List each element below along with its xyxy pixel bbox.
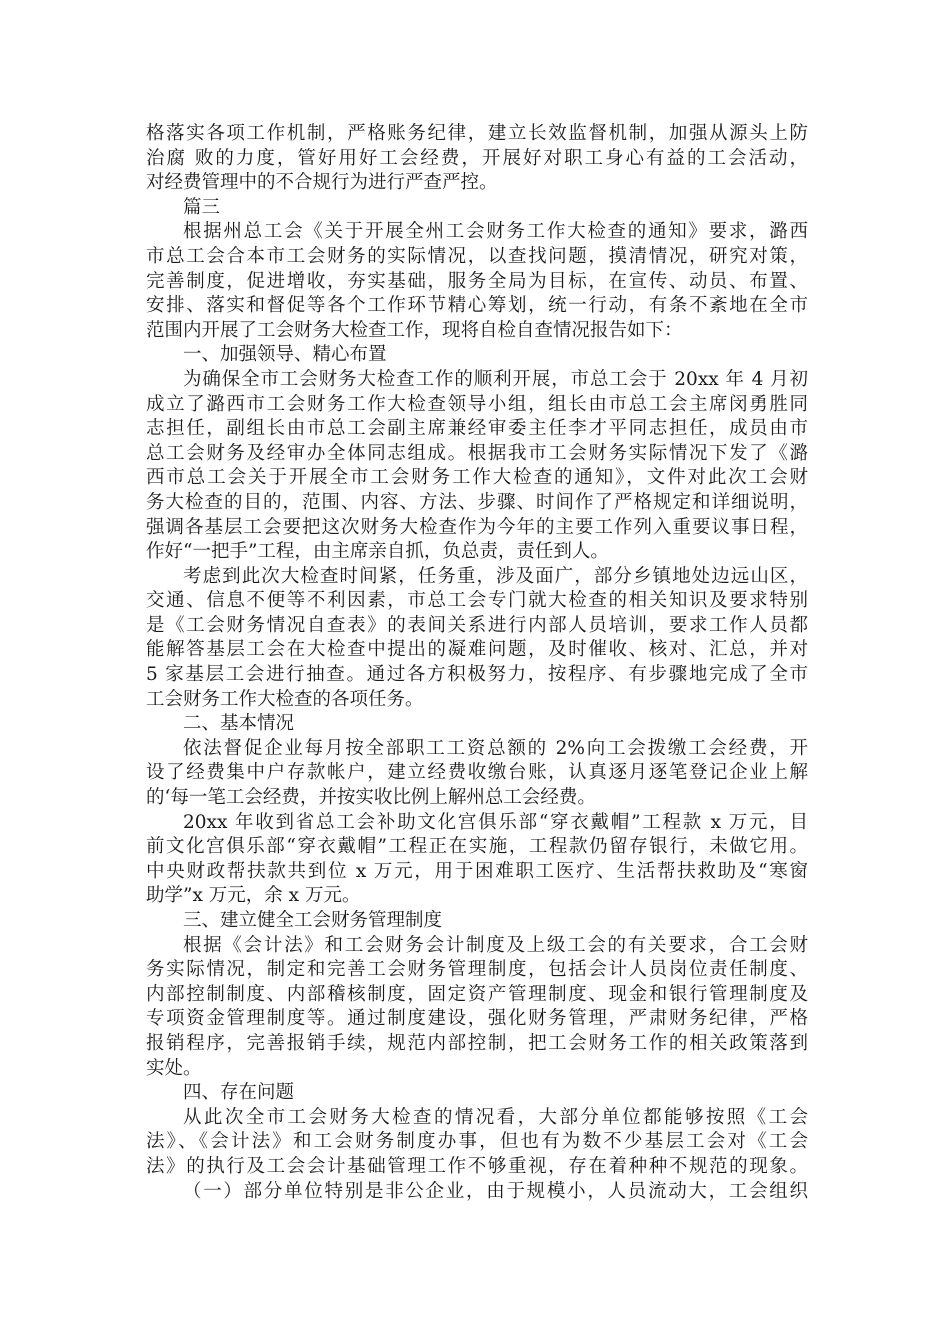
text-line: 报销程序，完善报销手续，规范内部控制，把工会财务工作的相关政策落到	[146, 1032, 808, 1054]
text-line: 能解答基层工会在大检查中提出的凝难问题，及时催收、核对、汇总，并对	[146, 639, 808, 661]
text-line: 前文化宫俱乐部“穿衣戴帽”工程正在实施，工程款仍留存银行，未做它用。	[146, 836, 808, 858]
text-line: 志担任，副组长由市总工会副主席兼经审委主任李才平同志担任，成员由市	[146, 418, 808, 440]
text-line: 法》、《会计法》和工会财务制度办事，但也有为数不少基层工会对《工会	[146, 1131, 808, 1153]
text-line: 为确保全市工会财务大检查工作的顺利开展，市总工会于 20xx 年 4 月初	[183, 368, 808, 390]
text-line: 治腐 败的力度，管好用好工会经费，开展好对职工身心有益的工会活动，	[146, 147, 808, 169]
text-line: 务实际情况，制定和完善工会财务管理制度，包括会计人员岗位责任制度、	[146, 959, 808, 981]
text-line: 篇三	[183, 196, 221, 218]
text-line: 根据《会计法》和工会财务会计制度及上级工会的有关要求，合工会财	[183, 934, 808, 956]
text-line: 20xx 年收到省总工会补助文化宫俱乐部“穿衣戴帽”工程款 x 万元，目	[183, 811, 808, 833]
text-line: 安排、落实和督促等各个工作环节精心筹划，统一行动，有条不紊地在全市	[146, 295, 808, 317]
text-line: 一、加强领导、精心布置	[183, 344, 387, 366]
text-line: 强调各基层工会要把这次财务大检查作为今年的主要工作列入重要议事日程，	[146, 516, 808, 538]
text-line: 对经费管理中的不合规行为进行严查严控。	[146, 172, 498, 194]
text-line: 二、基本情况	[183, 713, 295, 735]
text-line: 是《工会财务情况自查表》的表间关系进行内部人员培训，要求工作人员都	[146, 614, 808, 636]
text-line: 设了经费集中户存款帐户，建立经费收缴台账，认真逐月逐笔登记企业上解	[146, 762, 808, 784]
text-line: 实处。	[146, 1057, 202, 1079]
text-line: 根据州总工会《关于开展全州工会财务工作大检查的通知》要求，潞西	[183, 221, 808, 243]
text-line: 工会财务工作大检查的各项任务。	[146, 688, 424, 710]
text-line: 依法督促企业每月按全部职工工资总额的 2%向工会拨缴工会经费，开	[183, 737, 808, 759]
text-line: 从此次全市工会财务大检查的情况看，大部分单位都能够按照《工会	[183, 1106, 808, 1128]
text-line: 完善制度，促进增收，夯实基础，服务全局为目标，在宣传、动员、布置、	[146, 270, 808, 292]
text-line: 市总工会合本市工会财务的实际情况，以查找问题，摸清情况，研究对策，	[146, 245, 808, 267]
text-line: 内部控制制度、内部稽核制度，固定资产管理制度、现金和银行管理制度及	[146, 983, 808, 1005]
text-line: 中央财政帮扶款共到位 x 万元，用于困难职工医疗、生活帮扶救助及“寒窗	[146, 860, 808, 882]
text-line: （一）部分单位特别是非公企业，由于规模小，人员流动大，工会组织	[183, 1180, 808, 1202]
text-line: 总工会财务及经审办全体同志组成。根据我市工会财务实际情况下发了《潞	[146, 442, 808, 464]
text-line: 5 家基层工会进行抽查。通过各方积极努力，按程序、有步骤地完成了全市	[146, 664, 808, 686]
text-line: 专项资金管理制度等。通过制度建设，强化财务管理，严肃财务纪律，严格	[146, 1008, 808, 1030]
text-line: 成立了潞西市工会财务工作大检查领导小组，组长由市总工会主席闵勇胜同	[146, 393, 808, 415]
text-line: 三、建立健全工会财务管理制度	[183, 910, 443, 931]
text-line: 范围内开展了工会财务大检查工作，现将自检自查情况报告如下：	[146, 319, 683, 341]
text-line: 法》的执行及工会会计基础管理工作不够重视，存在着种种不规范的现象。	[146, 1155, 808, 1177]
text-line: 西市总工会关于开展全市工会财务工作大检查的通知》，文件对此次工会财	[146, 467, 808, 489]
text-line: 四、存在问题	[183, 1082, 295, 1104]
document-page	[146, 122, 808, 1204]
text-line: 格落实各项工作机制，严格账务纪律，建立长效监督机制，加强从源头上防	[146, 123, 808, 144]
text-line: 交通、信息不便等不利因素，市总工会专门就大检查的相关知识及要求特别	[146, 590, 808, 612]
text-line: 助学”x 万元，余 x 万元。	[146, 885, 361, 907]
text-line: 作好“一把手”工程，由主席亲自抓，负总责，责任到人。	[146, 541, 609, 563]
text-line: 的‘每一笔工会经费，并按实收比例上解州总工会经费。	[146, 787, 596, 809]
text-line: 务大检查的目的，范围、内容、方法、步骤、时间作了严格规定和详细说明，	[146, 491, 808, 513]
text-line: 考虑到此次大检查时间紧，任务重，涉及面广，部分乡镇地处边远山区，	[183, 565, 808, 587]
